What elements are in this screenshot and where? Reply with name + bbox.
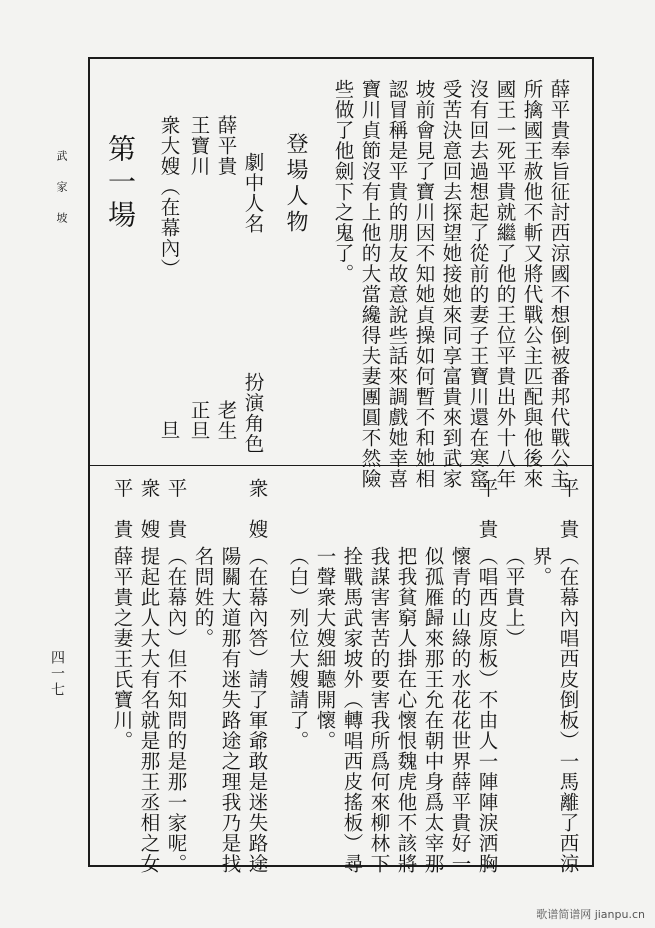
section-divider (88, 465, 594, 466)
dialogue-line: （在幕內）但不知問的是那一家呢。 (164, 546, 188, 874)
dialogue-line: 提起此人大大有名就是那王丞相之女 (137, 546, 161, 874)
prologue-line: 所擒國王赦他不斬又將代戰公主匹配與他後來 (520, 79, 544, 489)
dialogue-line: 薛平貴之妻王氏寶川。 (110, 546, 134, 751)
cast-name: 薛平貴 (214, 115, 238, 177)
cast-role: 旦 (157, 420, 181, 441)
prologue-line: 些做了他劍下之鬼了。 (331, 79, 355, 284)
cast-name: 王寶川 (187, 115, 211, 177)
cast-role: 老生 (214, 400, 238, 441)
stage-direction: （白）列位大嫂請了。 (286, 546, 310, 751)
dialogue-line: 陽關大道那有迷失路途之理我乃是找 (218, 546, 242, 874)
prologue-line: 國王一死平貴就繼了他的王位平貴出外十八年 (493, 79, 517, 489)
page-number: 四一七 (49, 650, 65, 698)
prologue-line: 寶川貞節沒有上他的大當纔得夫妻團圓不然險 (358, 79, 382, 489)
dialogue-line: 拴戰馬武家坡外（轉唱西皮搖板）尋 (340, 546, 364, 874)
speaker-label: 平 貴 (110, 478, 134, 540)
cast-title: 登場人物 (283, 132, 308, 236)
speaker-label: 平 貴 (556, 478, 580, 540)
watermark: 歌谱简谱网 jianpu.cn (536, 908, 645, 921)
cast-header-role: 扮演角色 (241, 372, 265, 454)
cast-name: 衆大嫂（在幕內） (157, 115, 181, 279)
speaker-label: 平 貴 (475, 478, 499, 540)
dialogue-line: 界。 (529, 546, 553, 587)
dialogue-line: 懷青的山綠的水花花世界薛平貴好一 (448, 546, 472, 874)
dialogue-line: （唱西皮原板）不由人一陣陣淚洒胸 (475, 546, 499, 874)
cast-role: 正旦 (187, 400, 211, 441)
speaker-label: 衆 嫂 (245, 478, 269, 540)
prologue-line: 認冒稱是平貴的朋友故意說些話來調戲她幸喜 (385, 79, 409, 489)
dialogue-line: 一聲衆大嫂細聽開懷。 (313, 546, 337, 751)
cast-header-name: 劇中人名 (241, 152, 265, 234)
prologue-line: 坡前會見了寶川因不知她貞操如何暫不和她相 (412, 79, 436, 489)
stage-direction: （平貴上） (502, 546, 526, 649)
dialogue-line: 似孤雁歸來那王允在朝中身爲太宰那 (421, 546, 445, 874)
prologue-line: 沒有回去過想起了從前的妻子王寶川還在寒窰 (466, 79, 490, 489)
prologue-line: 受苦決意回去探望她接她來同享富貴來到武家 (439, 79, 463, 489)
dialogue-line: （在幕內唱西皮倒板）一馬離了西涼 (556, 546, 580, 874)
dialogue-line: 我謀害害苦的要害我所爲何來柳林下 (367, 546, 391, 874)
speaker-label: 衆 嫂 (137, 478, 161, 540)
scene-title: 第一場 (104, 134, 137, 233)
margin-title: 武家坡 (55, 150, 68, 243)
dialogue-line: 把我貧窮人掛在心懷恨魏虎他不該將 (394, 546, 418, 874)
dialogue-line: 名問姓的。 (191, 546, 215, 649)
dialogue-line: （在幕內答）請了軍爺敢是迷失路途 (245, 546, 269, 874)
speaker-label: 平 貴 (164, 478, 188, 540)
prologue-line: 薛平貴奉旨征討西涼國不想倒被番邦代戰公主 (547, 79, 571, 489)
